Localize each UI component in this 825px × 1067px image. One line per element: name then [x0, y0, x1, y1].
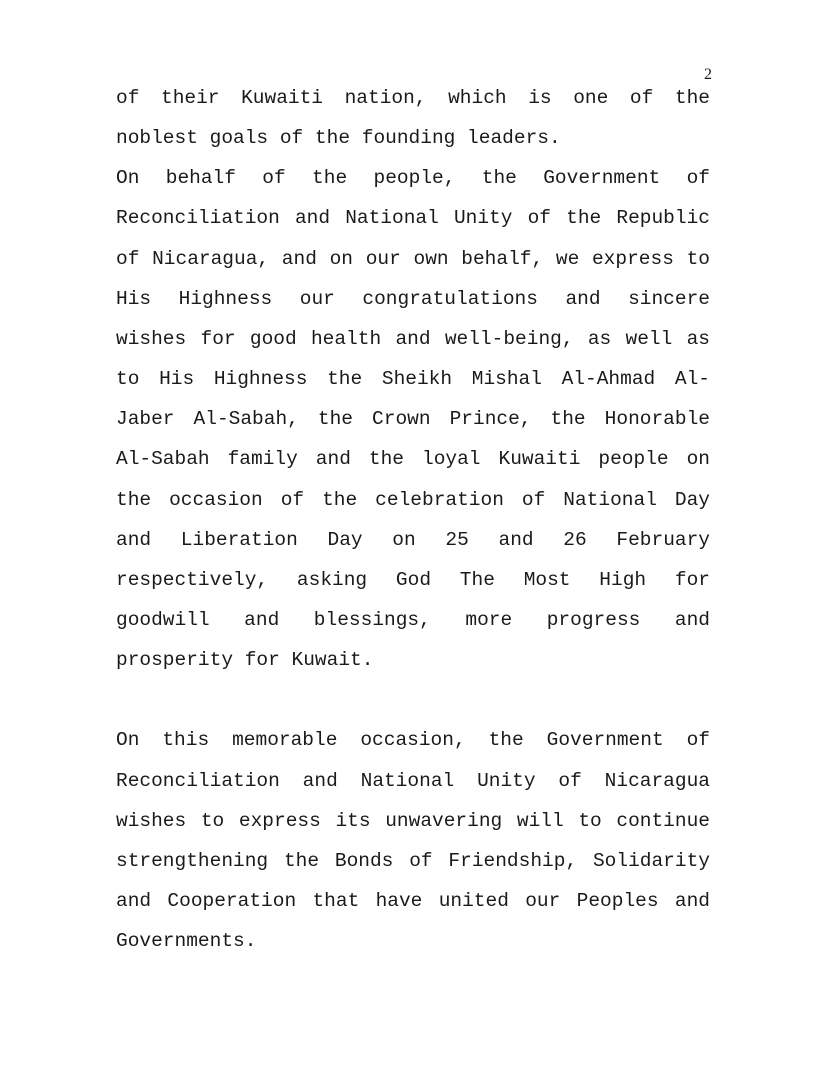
paragraph-friendship: On this memorable occasion, the Government of Reconciliation and National Unity of Nicaragua wishes to express its unwavering will to continue strengthening the Bonds of Friendship, Solidarity and Cooperation that have united our Peoples and Governments.: [116, 729, 710, 953]
letter-body: [116, 78, 710, 961]
page-number: 2: [704, 66, 712, 83]
paragraph-continuation: of their Kuwaiti nation, which is one of the noblest goals of the founding leaders.: [116, 87, 710, 150]
paragraph-congratulations: On behalf of the people, the Government of Reconciliation and National Unity of the Republic of Nicaragua, and on our own behalf, we express to His Highness our congratulations and sincere wishes for good health and well-being, as well as to His Highness the Sheikh Mishal Al-Ahmad Al-Jaber Al-Sabah, the Crown Prince, the Honorable Al-Sabah family and the loyal Kuwaiti people on the occasion of the celebration of National Day and Liberation Day on 25 and 26 February respectively, asking God The Most High for goodwill and blessings, more progress and prosperity for Kuwait.: [116, 167, 710, 672]
